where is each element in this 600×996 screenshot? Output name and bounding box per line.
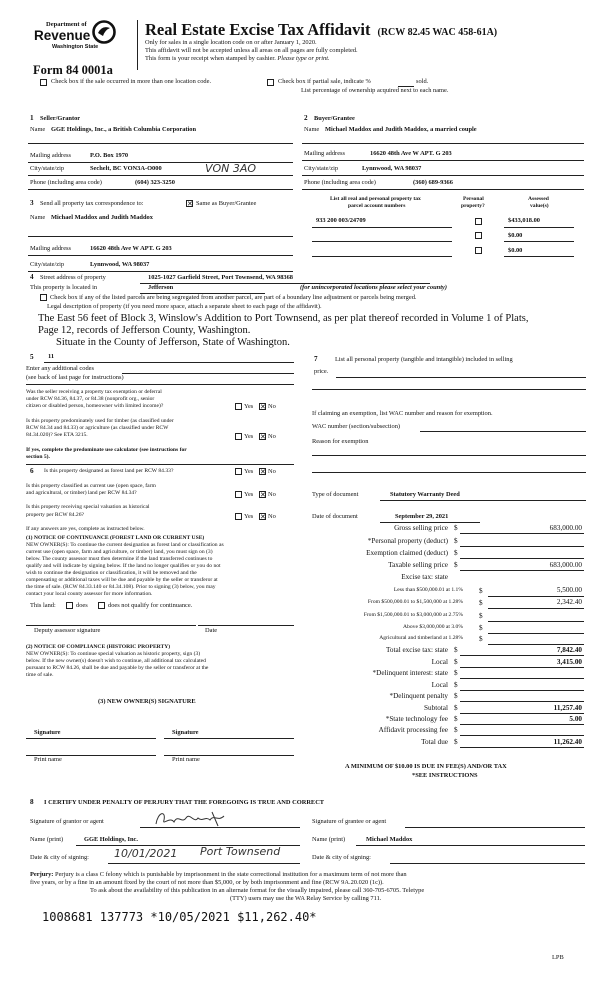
gross-selling-price[interactable]: 683,000.00	[549, 524, 582, 532]
dollar-sign: $	[479, 599, 483, 607]
property-county[interactable]: Jefferson	[148, 284, 174, 291]
header-note1: Only for sales in a single location code on or after January 1, 2020.	[145, 39, 317, 46]
value-line	[460, 678, 584, 679]
tax-bracket-2[interactable]: 2,342.40	[556, 598, 582, 606]
buyer-city[interactable]: Lynnwood, WA 98037	[362, 165, 422, 172]
rule	[44, 362, 294, 363]
signature-label: Signature	[172, 729, 199, 736]
parcel-number-1[interactable]: 933 200 003/24709	[316, 217, 366, 224]
seller-city[interactable]: Sechelt, BC VON3A-O000	[90, 165, 162, 172]
yes-label: Yes	[244, 491, 254, 498]
doc-type-label: Type of document	[312, 491, 359, 498]
dollar-sign: $	[479, 635, 483, 643]
partial-sale-label: Check box if partial sale, indicate %	[278, 78, 371, 85]
deputy-signature-label: Deputy assessor signature	[34, 627, 101, 634]
q6a-yes-checkbox[interactable]	[235, 468, 242, 475]
tax-label: *Personal property (deduct)	[367, 537, 448, 545]
list-pct-note: List percentage of ownership acquired next to each name.	[301, 87, 449, 94]
dor-logo	[32, 20, 118, 56]
value-line	[460, 713, 584, 714]
dollar-sign: $	[454, 561, 458, 569]
rule	[28, 255, 293, 256]
buyer-mailing[interactable]: 16620 48th Ave W APT. G 203	[370, 150, 452, 157]
taxable-selling-price[interactable]: 683,000.00	[549, 561, 582, 569]
rule	[26, 464, 294, 465]
form-number: Form 84 0001a	[33, 63, 113, 77]
new-owner-signature-line[interactable]	[164, 738, 294, 739]
sec5-num: 5	[30, 353, 34, 361]
see-back-note: (see back of last page for instructions)	[26, 374, 124, 381]
header-note3	[145, 56, 330, 63]
additional-codes-label: Enter any additional codes	[26, 365, 94, 372]
parcel-value-1[interactable]: $433,018.00	[508, 217, 540, 224]
no-label: No	[268, 468, 276, 475]
dollar-sign: $	[454, 646, 458, 654]
tax-label: Excise tax: state	[401, 573, 448, 581]
parcel-line	[312, 241, 452, 242]
tax-label: Less than $500,000.01 at 1.1%	[393, 587, 463, 593]
parcel-line	[504, 256, 574, 257]
tax-label: Local	[431, 658, 448, 666]
rule	[302, 160, 584, 161]
buyer-name[interactable]: Michael Maddox and Judith Maddox, a married couple	[325, 126, 477, 133]
rule	[28, 175, 293, 176]
perjury-line2: five years, or by a fine in an amount fixed by the court of not more than $5,000, or by both imprisonment and fine (RCW 9A.20.020 (1c)).	[30, 879, 384, 886]
value-line	[488, 644, 584, 645]
doc-date[interactable]: September 29, 2021	[395, 513, 449, 520]
rule	[28, 143, 293, 144]
no-label: No	[268, 403, 276, 410]
sec2-city-label: City/state/zip	[304, 165, 339, 172]
legal-description-label: Legal description of property (if you need more space, attach a separate sheet to each page of the affidavit).	[47, 303, 322, 310]
form-title-row	[145, 21, 497, 40]
notice1-line: qualify and will indicate by signing below. If the land no longer qualifies or you do not	[26, 563, 221, 569]
new-owner-signature-heading: (3) NEW OWNER(S) SIGNATURE	[98, 698, 196, 705]
notice1-title: (1) NOTICE OF CONTINUANCE (FOREST LAND OR CURRENT USE)	[26, 535, 205, 541]
sec3-name-label: Name	[30, 214, 46, 221]
same-as-buyer-checkbox[interactable]: ✕	[187, 200, 193, 208]
rule	[26, 384, 294, 385]
notice2-line: time of sale.	[26, 672, 54, 678]
same-as-buyer-label: Same as Buyer/Grantee	[196, 200, 257, 207]
seller-phone[interactable]: (604) 323-3250	[135, 179, 175, 186]
notice1-line: the time of sale. (RCW 84.33.140 or 84.34.108). Prior to signing (3) below, you may	[26, 584, 216, 590]
parcel-col3-l2: value(s)	[530, 203, 549, 209]
header-note3a: This form is your receipt when stamped by cashier.	[145, 55, 276, 62]
technology-fee[interactable]: 5.00	[569, 715, 582, 723]
sec1-city-label: City/state/zip	[30, 165, 65, 172]
grantor-signature-label: Signature of grantor or agent	[30, 818, 104, 825]
dollar-sign: $	[454, 726, 458, 734]
wac-number-label: WAC number (section/subsection)	[312, 423, 401, 430]
tax-bracket-1[interactable]: 5,500.00	[556, 586, 582, 594]
located-label: This property is located in	[30, 284, 98, 291]
yes-label: Yes	[244, 403, 254, 410]
notice1-line: current use (open space, farm and agriculture, or timber) land, you must sign on (3)	[26, 549, 213, 555]
notice2-line: pursuant to RCW 84.26, shall be due and payable by the seller or transferor at the	[26, 665, 209, 671]
value-line	[460, 747, 584, 748]
sec2-name-label: Name	[304, 126, 320, 133]
personal-property-list-l1: List all personal property (tangible and intangible) included in selling	[335, 356, 513, 363]
sec2-mailing-label: Mailing address	[304, 150, 345, 157]
sec6-num: 6	[30, 467, 34, 475]
q6b-l1: Is this property classified as current use (open space, farm	[26, 483, 156, 489]
sec1-heading: Seller/Grantor	[40, 115, 81, 122]
dollar-sign: $	[454, 537, 458, 545]
personal-property-checkbox-3[interactable]	[475, 247, 482, 254]
agency-line2: Revenue	[34, 28, 91, 43]
tax-label: Affidavit processing fee	[378, 726, 448, 734]
dollar-sign: $	[454, 738, 458, 746]
print-name-label: Print name	[34, 756, 62, 763]
parcel-line	[504, 241, 574, 242]
parcel-line	[312, 256, 452, 257]
personal-property-list-l2: price.	[314, 368, 329, 375]
tax-label: Total due	[421, 738, 448, 746]
no-label: No	[268, 433, 276, 440]
minimum-fee-note: A MINIMUM OF $10.00 IS DUE IN FEE(S) AND/OR TAX	[345, 763, 507, 770]
agency-line3: Washington State	[52, 44, 99, 50]
tax-label: *Delinquent penalty	[389, 692, 448, 700]
dollar-sign: $	[454, 704, 458, 712]
unincorporated-note: (for unincorporated locations please select your county)	[300, 284, 447, 291]
parcel-col1-l2: parcel account numbers	[348, 203, 406, 209]
grantee-print-name[interactable]: Michael Maddox	[366, 836, 413, 843]
dollar-sign: $	[479, 587, 483, 595]
correspondence-name[interactable]: Michael Maddox and Judith Maddox	[51, 214, 153, 221]
value-line	[460, 546, 584, 547]
grantee-date-line[interactable]	[390, 863, 585, 864]
rule	[28, 271, 293, 272]
total-due[interactable]: 11,262.40	[553, 738, 582, 746]
q6a: Is this property designated as forest land per RCW 84.33?	[44, 468, 174, 474]
sec5-code[interactable]: 11	[48, 353, 55, 360]
parcel-line	[312, 227, 452, 228]
value-line	[488, 596, 584, 597]
rule	[28, 236, 293, 237]
notice2-title: (2) NOTICE OF COMPLIANCE (HISTORIC PROPERTY)	[26, 644, 171, 650]
form-citation: (RCW 82.45 WAC 458-61A)	[377, 27, 498, 38]
header-divider	[137, 20, 138, 70]
multi-location-label: Check box if the sale occurred in more than one location code.	[51, 78, 212, 85]
correspondence-mailing[interactable]: 16620 48th Ave W APT. G 203	[90, 245, 172, 252]
q6b-yes-checkbox[interactable]	[235, 491, 242, 498]
notice1-line: wish to continue the designation or classification, it will be removed and the	[26, 570, 197, 576]
value-line	[488, 633, 584, 634]
grantee-signature-line[interactable]	[405, 827, 585, 828]
doc-type[interactable]: Statutory Warranty Deed	[390, 491, 460, 498]
signature-label: Signature	[34, 729, 61, 736]
cashier-receipt-stamp: 1008681 137773 *10/05/2021 $11,262.40*	[42, 910, 317, 924]
correspondence-city[interactable]: Lynnwood, WA 98037	[90, 261, 150, 268]
new-owner-signature-line[interactable]	[26, 738, 156, 739]
q5a-l3: citizen or disabled person, homeowner with limited income)?	[26, 403, 164, 409]
parcel-line	[504, 227, 574, 228]
doc-date-label: Date of document	[312, 513, 358, 520]
agency-line1: Department of	[46, 21, 87, 28]
parcel-col2-l1: Personal	[463, 196, 484, 202]
value-line	[488, 608, 584, 609]
notice2-line: NEW OWNER(S): To continue special valuation as historic property, sign (3)	[26, 651, 201, 657]
perjury-line1	[30, 872, 407, 879]
q5c-l2: section 5).	[26, 454, 50, 460]
q5a-l1: Was the seller receiving a property tax exemption or deferral	[26, 389, 162, 395]
this-land-label: This land:	[30, 602, 56, 609]
q6c-l1: Is this property receiving special valuation as historical	[26, 504, 150, 510]
personal-property-checkbox-1[interactable]	[475, 218, 482, 225]
rule	[28, 189, 293, 190]
value-line	[460, 690, 584, 691]
parcel-col2-l2: property?	[461, 203, 485, 209]
tax-label: Local	[431, 681, 448, 689]
dollar-sign: $	[454, 669, 458, 677]
multi-location-checkbox[interactable]	[40, 79, 47, 86]
sec1-mailing-label: Mailing address	[30, 152, 71, 159]
deputy-date-label: Date	[205, 627, 218, 634]
deputy-signature-line[interactable]	[26, 625, 196, 626]
yes-label: Yes	[244, 468, 254, 475]
q5a-no-checkbox[interactable]: ✕	[260, 403, 266, 411]
sec1-phone-label: Phone (including area code)	[30, 179, 102, 186]
subtotal[interactable]: 11,257.40	[553, 704, 582, 712]
q5c-l1: If yes, complete the predominate use calculator (see instructions for	[26, 447, 187, 453]
tax-label: *Delinquent interest: state	[372, 669, 448, 677]
grantee-signature-label: Signature of grantee or agent	[312, 818, 387, 825]
dollar-sign: $	[479, 624, 483, 632]
value-line	[460, 701, 584, 702]
dollar-sign: $	[454, 715, 458, 723]
q5b-l1: Is this property predominately used for timber (as classified under	[26, 418, 174, 424]
street-label: Street address of property	[40, 274, 106, 281]
q6b-no-checkbox[interactable]: ✕	[260, 491, 266, 499]
tax-label: Subtotal	[424, 704, 448, 712]
notice1-line: NEW OWNER(S): To continue the current designation as forest land or classification as	[26, 542, 224, 548]
value-line	[460, 570, 584, 571]
notice1-line: contact your local county assessor for more information.	[26, 591, 153, 597]
dollar-sign: $	[479, 612, 483, 620]
value-line	[460, 667, 584, 668]
tax-label: From $500,000.01 to $1,500,000 at 1.28%	[367, 599, 463, 605]
q5b-yes-checkbox[interactable]	[235, 433, 242, 440]
sec4-num: 4	[30, 273, 34, 281]
grantor-city[interactable]: Port Townsend	[200, 845, 281, 858]
land-does-not-label: does not qualify for continuance.	[108, 602, 193, 609]
sec1-num: 1	[30, 114, 34, 122]
sec3-mailing-label: Mailing address	[30, 245, 71, 252]
parcel-col1-l1: List all real and personal property tax	[330, 196, 421, 202]
segregated-label: Check box if any of the listed parcels are being segregated from another parcel, are part of a boundary line adjustment or parcels being merged.	[50, 294, 417, 301]
dollar-sign: $	[454, 681, 458, 689]
parcel-value-3[interactable]: $0.00	[508, 247, 523, 254]
sec3-num: 3	[30, 199, 34, 207]
tax-label: Above $3,000,000 at 3.0%	[403, 624, 463, 630]
rule	[122, 373, 294, 374]
grantor-print-name[interactable]: GGE Holdings, Inc.	[84, 836, 138, 843]
value-line	[460, 735, 584, 736]
form-title: Real Estate Excise Tax Affidavit	[145, 20, 371, 39]
tax-label: Exemption claimed (deduct)	[366, 549, 448, 557]
rule	[108, 863, 300, 864]
certify-statement: I CERTIFY UNDER PENALTY OF PERJURY THAT THE FOREGOING IS TRUE AND CORRECT	[44, 799, 325, 806]
notice1-line: below. The county assessor must then determine if the land transferred continues to	[26, 556, 213, 562]
sec3-heading: Send all property tax correspondence to:	[40, 200, 144, 207]
sec2-heading: Buyer/Grantee	[314, 115, 355, 122]
tax-label: Agricultural and timberland at 1.28%	[379, 635, 463, 641]
seller-mailing[interactable]: P.O. Box 1970	[90, 152, 129, 159]
sec3-city-label: City/state/zip	[30, 261, 65, 268]
sec2-num: 2	[304, 114, 308, 122]
rule	[336, 377, 586, 378]
total-excise-state[interactable]: 7,842.40	[556, 646, 582, 654]
print-name-label: Print name	[172, 756, 200, 763]
value-line	[460, 655, 584, 656]
value-line	[460, 558, 584, 559]
see-instructions-note: *SEE INSTRUCTIONS	[412, 772, 478, 779]
sec8-num: 8	[30, 798, 34, 806]
no-label: No	[268, 491, 276, 498]
exemption-claim-label: If claiming an exemption, list WAC number and reason for exemption.	[312, 410, 493, 417]
dollar-sign: $	[454, 692, 458, 700]
rule	[380, 500, 586, 501]
rule	[312, 389, 586, 390]
dollar-sign: $	[454, 524, 458, 532]
perjury-line3: To ask about the availability of this publication in an alternate format for the visually impaired, please call 360-705-6705. Teletype	[90, 887, 425, 894]
reason-label: Reason for exemption	[312, 438, 369, 445]
partial-sale-checkbox[interactable]	[267, 79, 274, 86]
partial-sold-label: sold.	[416, 78, 429, 85]
legal-line-1: The East 56 feet of Block 3, Winslow's Addition to Port Townsend, as per plat thereof recorded in Volume 1 of Plats,	[38, 313, 529, 324]
rule	[302, 175, 584, 176]
tax-label: Taxable selling price	[388, 561, 448, 569]
segregated-checkbox[interactable]	[40, 294, 47, 301]
land-does-checkbox[interactable]	[66, 602, 73, 609]
perjury-label: Perjury:	[30, 871, 54, 878]
rule	[380, 522, 480, 523]
q5b-l3: 84.34.020)? See ETA 3215.	[26, 432, 88, 438]
grantee-date-label: Date & city of signing:	[312, 854, 371, 861]
personal-property-checkbox-2[interactable]	[475, 232, 482, 239]
rule	[356, 845, 585, 846]
buyer-phone[interactable]: (360) 689-9366	[413, 179, 453, 186]
parcel-col3-l1: Assessed	[528, 196, 549, 202]
initials: LPB	[552, 954, 564, 961]
grantor-signature-line	[140, 827, 300, 828]
yes-label: Yes	[244, 513, 254, 520]
perjury-line4: (TTY) users may use the WA Relay Service by calling 711.	[230, 895, 382, 902]
wac-number-line[interactable]	[420, 431, 586, 432]
dollar-sign: $	[454, 549, 458, 557]
q6c-no-checkbox[interactable]: ✕	[260, 513, 266, 521]
seller-city-handwritten: VON 3AO	[205, 162, 257, 175]
tax-label: *State technology fee	[385, 715, 448, 723]
tax-label: Gross selling price	[394, 524, 448, 532]
notice1-line: compensating or additional taxes will be due and payable by the seller or transferor at	[26, 577, 218, 583]
q6c-yes-checkbox[interactable]	[235, 513, 242, 520]
perjury-text1: Perjury is a class C felony which is punishable by imprisonment in the state correctional institution for a maximum term of not more than	[55, 871, 407, 878]
sec7-num: 7	[314, 355, 318, 363]
tax-label: From $1,500,000.01 to $3,000,000 at 2.75%	[363, 612, 463, 618]
grantee-name-label: Name (print)	[312, 836, 346, 843]
land-does-label: does	[76, 602, 88, 609]
q6a-no-checkbox[interactable]: ✕	[260, 468, 266, 476]
grantor-name-label: Name (print)	[30, 836, 64, 843]
value-line	[460, 724, 584, 725]
q5a-l2: under RCW 84.36, 84.37, or 84.38 (nonprofit org., senior	[26, 396, 155, 402]
header-note2: This affidavit will not be accepted unless all areas on all pages are fully completed.	[145, 47, 358, 54]
excise-local[interactable]: 3,415.00	[556, 658, 582, 666]
q6b-l2: and agricultural, or timber) land per RCW 84.34?	[26, 490, 137, 496]
rule	[302, 189, 584, 190]
rule	[312, 455, 586, 456]
rule	[302, 143, 584, 144]
q6d: If any answers are yes, complete as instructed below.	[26, 526, 145, 532]
q5b-no-checkbox[interactable]: ✕	[260, 433, 266, 441]
q5a-yes-checkbox[interactable]	[235, 403, 242, 410]
dor-logo-icon	[92, 20, 116, 44]
property-street[interactable]: 1025-1027 Garfield Street, Port Townsend, WA 98368	[148, 274, 293, 281]
seller-name[interactable]: GGE Holdings, Inc., a British Columbia Corporation	[51, 126, 197, 133]
dollar-sign: $	[454, 658, 458, 666]
value-line	[460, 533, 584, 534]
no-label: No	[268, 513, 276, 520]
notice2-line: below. If the new owner(s) doesn't wish to continue, all additional tax calculated	[26, 658, 206, 664]
legal-line-3: Situate in the County of Jefferson, State of Washington.	[56, 337, 290, 348]
legal-line-2: Page 12, records of Jefferson County, Washington.	[38, 325, 251, 336]
q6c-l2: property per RCW 84.26?	[26, 512, 84, 518]
land-does-not-checkbox[interactable]	[98, 602, 105, 609]
sec1-name-label: Name	[30, 126, 46, 133]
deputy-date-line[interactable]	[198, 625, 294, 626]
parcel-value-2[interactable]: $0.00	[508, 232, 523, 239]
rule	[312, 472, 586, 473]
q5b-l2: RCW 84.34 and 84.33) or agriculture (as classified under RCW	[26, 425, 169, 431]
value-line	[488, 621, 584, 622]
grantor-date-label: Date & city of signing:	[30, 854, 89, 861]
yes-label: Yes	[244, 433, 254, 440]
tax-label: Total excise tax: state	[386, 646, 448, 654]
sec2-phone-label: Phone (including area code)	[304, 179, 376, 186]
header-note3b: Please type or print.	[277, 55, 330, 62]
grantor-date[interactable]: 10/01/2021	[114, 847, 178, 860]
